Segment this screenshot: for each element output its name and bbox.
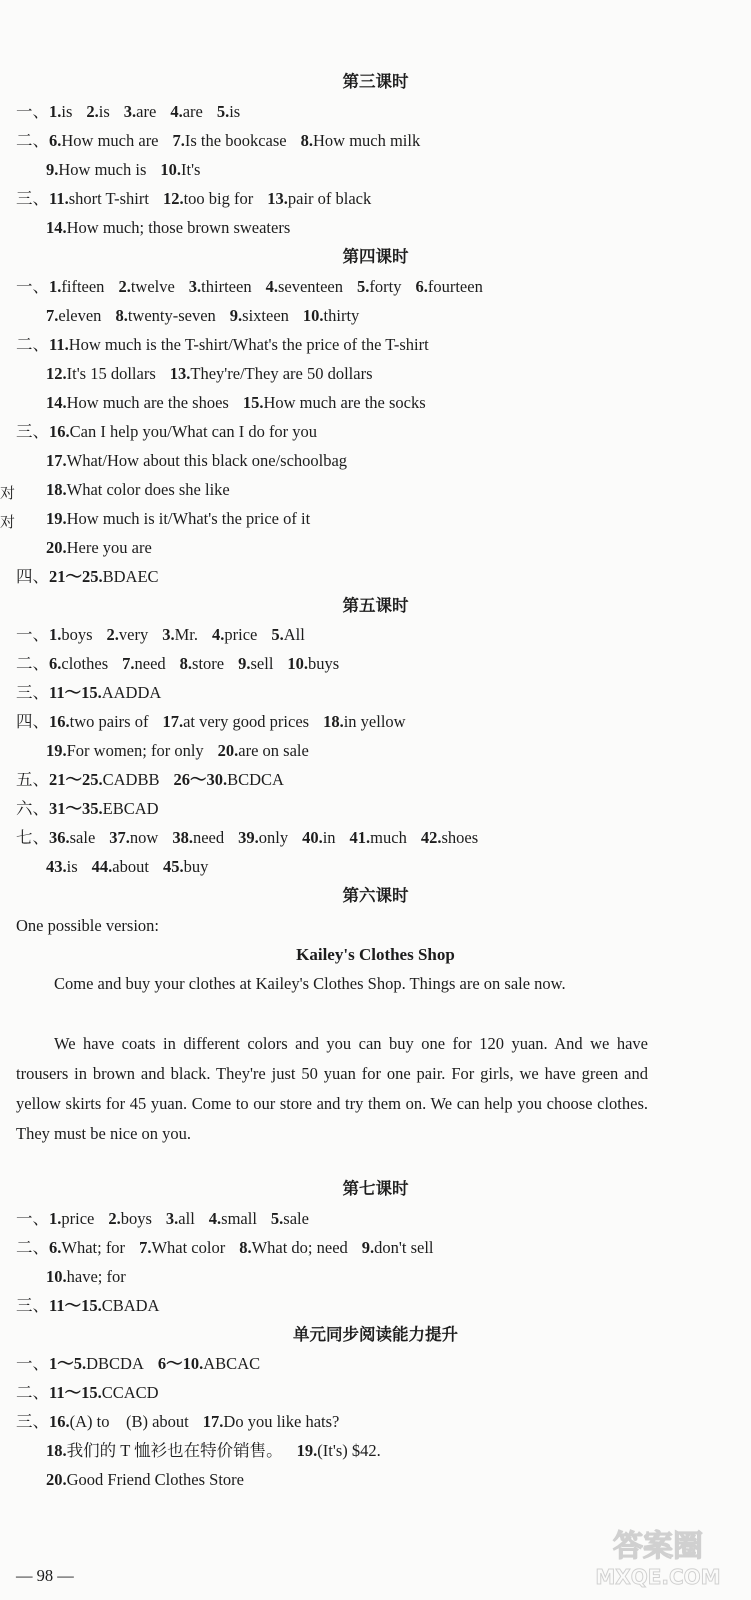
answer-line: 14.How much are the shoes 15.How much are the socks xyxy=(46,393,426,412)
answer-line: 七、36.sale 37.now 38.need 39.only 40.in 41.much 42.shoes xyxy=(16,828,479,847)
answer-line: 二、11.How much is the T-shirt/What's the price of the T-shirt xyxy=(16,335,429,354)
answer-line: 18.What color does she like xyxy=(46,480,230,499)
answer-line: 二、11～15.CCACD xyxy=(16,1383,159,1402)
answer-line: 12.It's 15 dollars 13.They're/They are 50 dollars xyxy=(46,364,373,383)
answer-line: 19.For women; for only 20.are on sale xyxy=(46,741,309,760)
watermark-text: 答案圈 xyxy=(613,1529,703,1564)
answer-line: 四、16.two pairs of 17.at very good prices 18.in yellow xyxy=(16,712,406,731)
answer-line: 三、16.Can I help you/What can I do for you xyxy=(16,422,318,441)
section-title-7: 第七课时 xyxy=(342,1179,409,1198)
answer-line: 17.What/How about this black one/schoolbag xyxy=(46,451,348,470)
section-title-3: 第三课时 xyxy=(342,72,409,91)
page-number: — 98 — xyxy=(16,1566,74,1585)
answer-line: 六、31～35.EBCAD xyxy=(16,799,159,818)
essay-paragraph: Come and buy your clothes at Kailey's Clothes Shop. Things are on sale now. xyxy=(54,974,566,993)
answer-line: 二、6.How much are 7.Is the bookcase 8.How much milk xyxy=(16,131,421,150)
answer-line: 三、11～15.CBADA xyxy=(16,1296,160,1315)
answer-line: 一、1～5.DBCDA 6～10.ABCAC xyxy=(16,1354,261,1373)
answer-line: 五、21～25.CADBB 26～30.BCDCA xyxy=(16,770,284,789)
watermark-logo xyxy=(573,1522,743,1592)
answer-line: 三、16.(A) to (B) about 17.Do you like hats? xyxy=(16,1412,340,1431)
margin-mark: 对 xyxy=(0,515,16,531)
answer-line: 三、11.short T-shirt 12.too big for 13.pair of black xyxy=(16,189,372,208)
answer-line: 18.我们的 T 恤衫也在特价销售。 19.(It's) $42. xyxy=(46,1441,381,1460)
essay-paragraph: We have coats in different colors and you can buy one for 120 yuan. And we have trousers in brown and black. They're just 50 yuan for one pair. For girls, we have green and yellow skirts for 45 yuan. Come to our store and try them on. We can help you choose clothes. They must be nice on you. xyxy=(16,1034,648,1143)
essay-intro: One possible version: xyxy=(16,916,159,935)
answer-line: 一、1.price 2.boys 3.all 4.small 5.sale xyxy=(16,1209,309,1228)
answer-line: 三、11～15.AADDA xyxy=(16,683,162,702)
answer-line: 9.How much is 10.It's xyxy=(46,160,201,179)
answer-line: 一、1.boys 2.very 3.Mr. 4.price 5.All xyxy=(16,625,305,644)
section-title-reading: 单元同步阅读能力提升 xyxy=(293,1325,458,1344)
answer-line: 19.How much is it/What's the price of it xyxy=(46,509,311,528)
answer-line: 20.Here you are xyxy=(46,538,152,557)
answer-line: 7.eleven 8.twenty-seven 9.sixteen 10.thirty xyxy=(46,306,360,325)
answer-line: 43.is 44.about 45.buy xyxy=(46,857,209,876)
answer-line: 20.Good Friend Clothes Store xyxy=(46,1470,244,1489)
section-title-6: 第六课时 xyxy=(342,886,409,905)
section-title-4: 第四课时 xyxy=(342,247,409,266)
answer-line: 四、21～25.BDAEC xyxy=(16,567,159,586)
answer-line: 二、6.What; for 7.What color 8.What do; need 9.don't sell xyxy=(16,1238,434,1257)
essay-title: Kailey's Clothes Shop xyxy=(296,945,455,964)
answer-line: 14.How much; those brown sweaters xyxy=(46,218,291,237)
watermark-url: MXQE.COM xyxy=(595,1565,721,1589)
answer-line: 一、1.fifteen 2.twelve 3.thirteen 4.seventeen 5.forty 6.fourteen xyxy=(16,277,483,296)
margin-mark: 对 xyxy=(0,486,16,502)
answer-line: 二、6.clothes 7.need 8.store 9.sell 10.buys xyxy=(16,654,340,673)
answer-line: 一、1.is 2.is 3.are 4.are 5.is xyxy=(16,102,241,121)
section-title-5: 第五课时 xyxy=(342,596,409,615)
answer-line: 10.have; for xyxy=(46,1267,126,1286)
